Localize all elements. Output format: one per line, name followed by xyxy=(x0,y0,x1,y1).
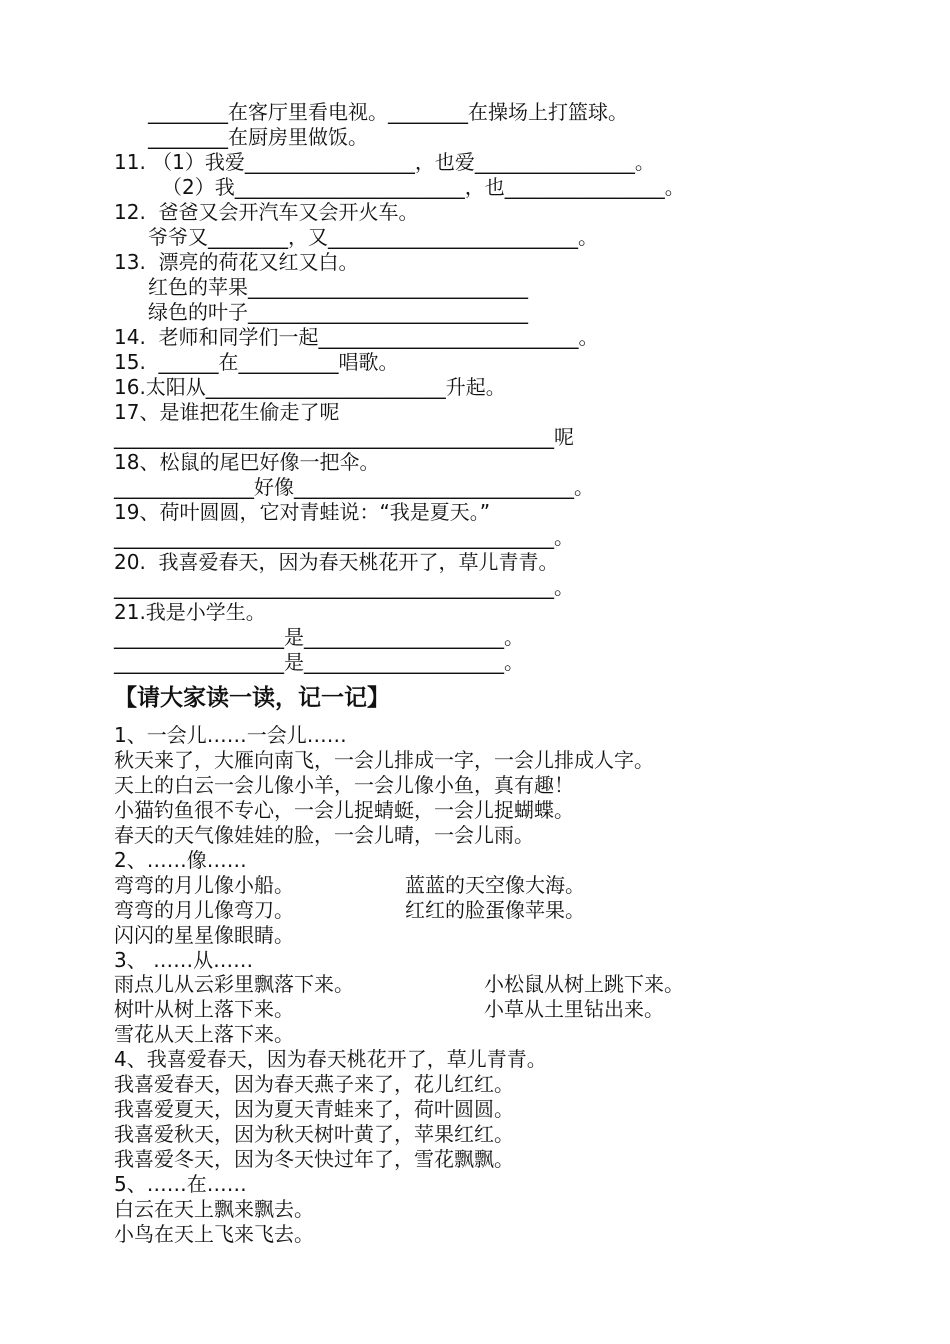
exercise-line: ________在厨房里做饭。 xyxy=(148,125,368,149)
reading-line: 我喜爱秋天，因为秋天树叶黄了，苹果红红。 xyxy=(114,1122,514,1146)
reading-line: 春天的天气像娃娃的脸，一会儿晴，一会儿雨。 xyxy=(114,823,534,847)
exercise-line: ________在客厅里看电视。________在操场上打篮球。 xyxy=(148,100,628,124)
exercise-line: 11. （1）我爱_________________，也爱________________。 xyxy=(114,150,655,174)
reading-line: 雪花从天上落下来。 xyxy=(114,1022,294,1046)
exercise-line: 17、是谁把花生偷走了呢 xyxy=(114,400,340,424)
reading-line: 我喜爱春天，因为春天燕子来了，花儿红红。 xyxy=(114,1072,514,1096)
reading-line: 秋天来了，大雁向南飞，一会儿排成一字，一会儿排成人字。 xyxy=(114,748,654,772)
exercise-line: ______________好像____________________________。 xyxy=(114,475,594,499)
reading-line: 我喜爱冬天，因为冬天快过年了，雪花飘飘。 xyxy=(114,1147,514,1171)
reading-line: 天上的白云一会儿像小羊，一会儿像小鱼，真有趣！ xyxy=(114,773,574,797)
reading-line: 白云在天上飘来飘去。 xyxy=(114,1197,314,1221)
reading-line: 小猫钓鱼很不专心，一会儿捉蜻蜓，一会儿捉蝴蝶。 xyxy=(114,798,574,822)
reading-line: 弯弯的月儿像弯刀。 xyxy=(114,898,294,922)
reading-line: 小鸟在天上飞来飞去。 xyxy=(114,1222,314,1246)
reading-line: 闪闪的星星像眼睛。 xyxy=(114,923,294,947)
reading-line: 1、一会儿……一会儿…… xyxy=(114,723,347,747)
exercise-line: 20. 我喜爱春天，因为春天桃花开了，草儿青青。 xyxy=(114,550,559,574)
reading-line: 小草从土里钻出来。 xyxy=(484,997,664,1021)
exercise-line: （2）我_______________________，也________________。 xyxy=(162,175,685,199)
reading-line: 树叶从树上落下来。 xyxy=(114,997,294,1021)
reading-line: 我喜爱夏天，因为夏天青蛙来了，荷叶圆圆。 xyxy=(114,1097,514,1121)
exercise-line: ____________________________________________呢 xyxy=(114,425,574,449)
exercise-line: 21.我是小学生。 xyxy=(114,600,266,624)
exercise-line: ____________________________________________。 xyxy=(114,575,574,599)
exercise-line: 14. 老师和同学们一起__________________________。 xyxy=(114,325,599,349)
exercise-line: 19、荷叶圆圆，它对青蛙说：“我是夏天。” xyxy=(114,500,491,524)
exercise-line: 18、松鼠的尾巴好像一把伞。 xyxy=(114,450,380,474)
reading-line: 红红的脸蛋像苹果。 xyxy=(405,898,585,922)
exercise-line: 16.太阳从________________________升起。 xyxy=(114,375,506,399)
exercise-line: 红色的苹果____________________________ xyxy=(148,275,528,299)
reading-line: 小松鼠从树上跳下来。 xyxy=(484,972,684,996)
reading-line: 3、 ……从…… xyxy=(114,948,254,972)
exercise-line: 15. ______在__________唱歌。 xyxy=(114,350,399,374)
exercise-line: _________________是____________________。 xyxy=(114,650,524,674)
exercise-line: 绿色的叶子____________________________ xyxy=(148,300,528,324)
exercise-line: ____________________________________________。 xyxy=(114,525,574,549)
reading-line: 雨点儿从云彩里飘落下来。 xyxy=(114,972,354,996)
section-heading: 【请大家读一读，记一记】 xyxy=(114,685,390,711)
exercise-line: _________________是____________________。 xyxy=(114,625,524,649)
exercise-line: 爷爷又________，又_________________________。 xyxy=(148,225,598,249)
reading-line: 2、……像…… xyxy=(114,848,247,872)
reading-line: 蓝蓝的天空像大海。 xyxy=(405,873,585,897)
reading-line: 4、我喜爱春天，因为春天桃花开了，草儿青青。 xyxy=(114,1047,547,1071)
reading-line: 弯弯的月儿像小船。 xyxy=(114,873,294,897)
exercise-line: 12. 爸爸又会开汽车又会开火车。 xyxy=(114,200,419,224)
reading-line: 5、……在…… xyxy=(114,1172,247,1196)
exercise-line: 13. 漂亮的荷花又红又白。 xyxy=(114,250,359,274)
